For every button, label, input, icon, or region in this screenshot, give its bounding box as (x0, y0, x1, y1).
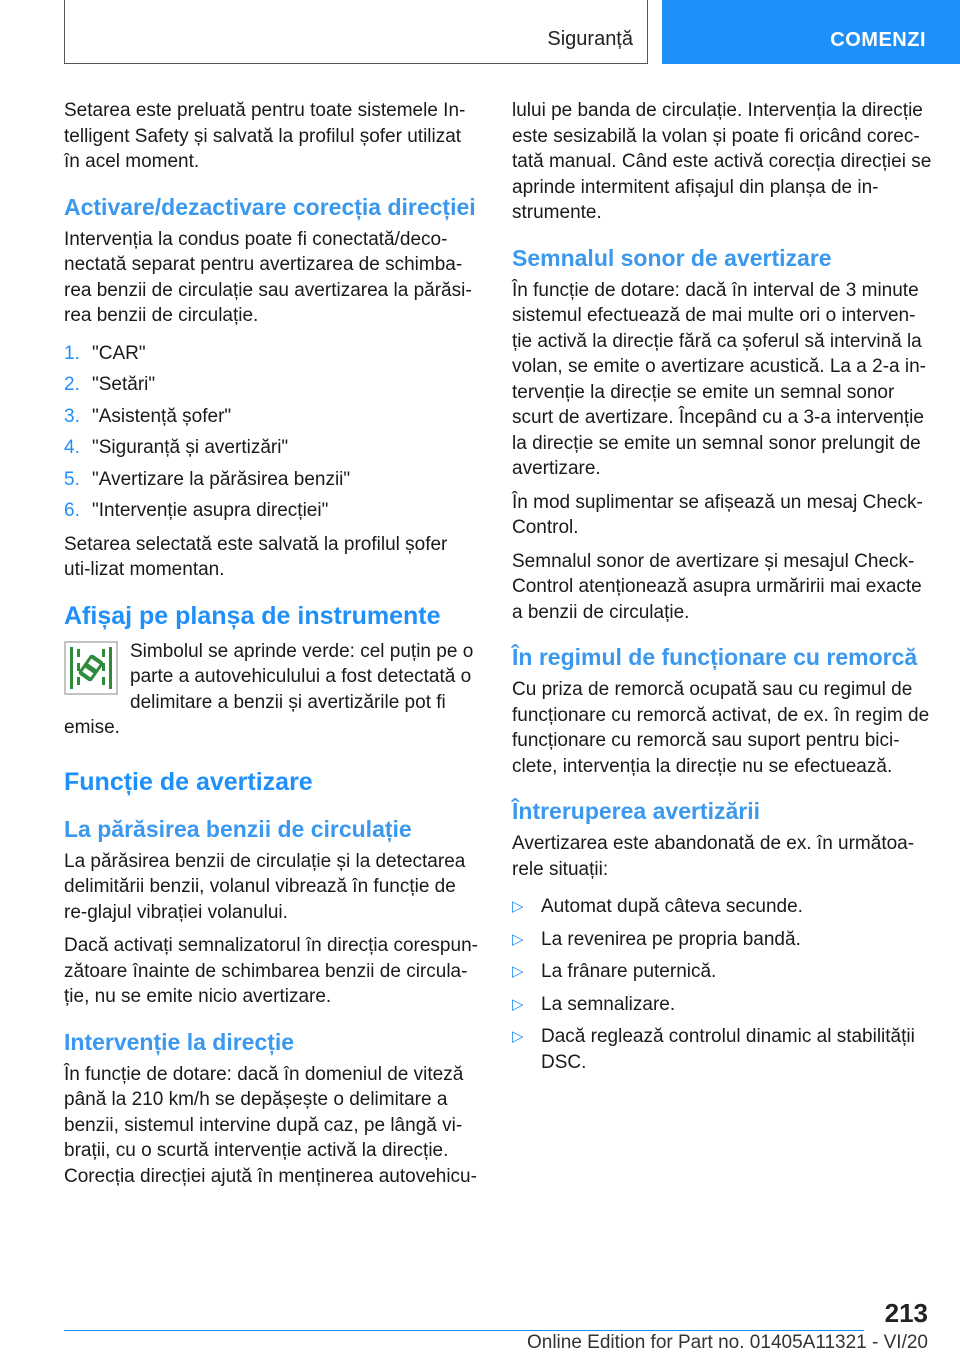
page-number: 213 (884, 1298, 928, 1328)
bullet-text: La semnalizare. (541, 993, 676, 1015)
heading-interventie-directie: Intervenție la direcție (64, 1028, 295, 1055)
intro-paragraph: Setarea este preluată pentru toate sistemele In‐telligent Safety și salvată la profilul șofer utilizat în acel moment. (64, 100, 466, 172)
bullet-text: La revenirea pe propria bandă. (541, 928, 801, 950)
list-item (64, 498, 478, 524)
paragraph-intrerupere: Avertizarea este abandonată de ex. în următoa‐rele situații: (512, 833, 915, 880)
step-number: 3. (64, 405, 80, 427)
heading-semnal-sonor: Semnalul sonor de avertizare (512, 244, 832, 271)
list-item (64, 372, 478, 398)
paragraph-semnal-2: În mod suplimentar se afișează un mesaj Check-Control. (512, 491, 923, 538)
heading-parasire-banda: La părăsirea benzii de circulație (64, 815, 412, 842)
list-item (64, 404, 478, 430)
step-number: 1. (64, 342, 80, 364)
list-item (512, 959, 932, 985)
bullet-text: La frânare puternică. (541, 961, 717, 982)
list-item (512, 992, 932, 1018)
right-column (512, 98, 932, 1082)
step-text: "Setări" (92, 374, 156, 395)
header-chapter-tab (662, 0, 960, 64)
heading-activare-corectie: Activare/dezactivare corecția direcției (64, 193, 476, 220)
footer-divider (64, 1330, 864, 1331)
list-item (64, 341, 478, 367)
bullet-text: Automat după câteva secunde. (541, 896, 803, 917)
header-section-title: Siguranță (547, 28, 633, 50)
heading-intrerupere: Întreruperea avertizării (512, 798, 761, 824)
bullet-text: Dacă reglează controlul dinamic al stabilității DSC. (541, 1026, 915, 1073)
paragraph-salvata: Setarea selectată este salvată la profilul șofer uti‐lizat momentan. (64, 533, 448, 580)
step-number: 2. (64, 374, 80, 395)
step-number: 6. (64, 500, 80, 521)
list-item (64, 467, 478, 493)
paragraph-semnalizator: Dacă activați semnalizatorul în direcția corespun‐zătoare înainte de schimbarea benzii de circula‐ție, nu se emite nicio avertizare. (64, 935, 478, 1007)
triangle-right-icon: ▷ (512, 995, 524, 1013)
lane-departure-warning-icon (64, 641, 118, 695)
triangle-right-icon: ▷ (512, 930, 524, 948)
step-text: "CAR" (92, 342, 146, 364)
step-text: "Asistență șofer" (92, 405, 232, 427)
steps-list (64, 341, 478, 524)
paragraph-activare: Intervenția la condus poate fi conectată/deco‐nectată separat pentru avertizarea de schimba‐rea benzii de circulație sau avertizarea la părăsi‐rea benzii de circulație. (64, 228, 472, 326)
paragraph-remorca: Cu priza de remorcă ocupată sau cu regimul de funcționare cu remorcă activat, de ex. în regim de funcționare cu remorcă sau suport pentru bici‐clete, intervenția la direcție nu se efectuează. (512, 679, 930, 777)
header-chapter-label: COMENZI (830, 29, 926, 51)
list-item (512, 927, 932, 953)
triangle-right-icon: ▷ (512, 963, 524, 980)
triangle-right-icon: ▷ (512, 1028, 524, 1045)
header-section-box (64, 0, 648, 64)
list-item (512, 1024, 932, 1075)
step-text: "Intervenție asupra direcției" (92, 500, 329, 521)
list-item (512, 894, 932, 920)
heading-afisaj: Afișaj pe planșa de instrumente (64, 601, 441, 630)
bullet-list (512, 894, 932, 1075)
step-number: 4. (64, 437, 80, 458)
heading-regim-remorca: În regimul de funcționare cu remorcă (512, 644, 918, 670)
heading-functie-avertizare: Funcție de avertizare (64, 767, 313, 796)
left-column (64, 98, 478, 1197)
paragraph-parasire: La părăsirea benzii de circulație și la detectarea delimitării benzii, volanul vibrează în funcție de re‐glajul vibrației volanului. (64, 850, 466, 923)
paragraph-interventie: În funcție de dotare: dacă în domeniul de viteză până la 210 km/h se depășește o delimitare a benzii, sistemul intervine după caz, pe lângă vi‐brații, cu o scurtă intervenție activă la direcție. Corecția direcției ajută în menținerea autovehicu‐ (64, 1063, 477, 1187)
paragraph-continuare: lului pe banda de circulație. Intervenția la direcție este sesizabilă la volan și poate fi oricând corec‐tată manual. Când este activă corecția direcției se aprinde intermitent afișajul din planșa de in‐strumente. (512, 100, 932, 223)
footer-edition: Online Edition for Part no. 01405A11321 - VI/20 (526, 1332, 928, 1353)
paragraph-semnal-3: Semnalul sonor de avertizare și mesajul Check-Control atenționează asupra urmăririi mai exacte a benzii de circulație. (512, 550, 922, 623)
step-text: "Siguranță și avertizări" (92, 437, 289, 458)
step-number: 5. (64, 468, 80, 490)
paragraph-semnal-1: În funcție de dotare: dacă în interval de 3 minute sistemul efectuează de mai multe ori o interven‐ție activă la direcție fără ca șoferul să intervină la volan, se emite o avertizare acustică. La a 2-a in‐tervenție la direcție se emite un semnal sonor scurt de avertizare. Începând cu a 3-a intervenție la direcție se emite un semnal sonor prelungit de avertizare. (512, 279, 926, 479)
symbol-description (64, 639, 478, 741)
step-text: "Avertizare la părăsirea benzii" (92, 468, 351, 490)
paragraph-simbol: Simbolul se aprinde verde: cel puțin pe o parte a autovehiculului a fost detectată o delimitare a benzii și avertizările pot fi emise. (64, 640, 474, 738)
triangle-right-icon: ▷ (512, 898, 524, 915)
list-item (64, 435, 478, 461)
